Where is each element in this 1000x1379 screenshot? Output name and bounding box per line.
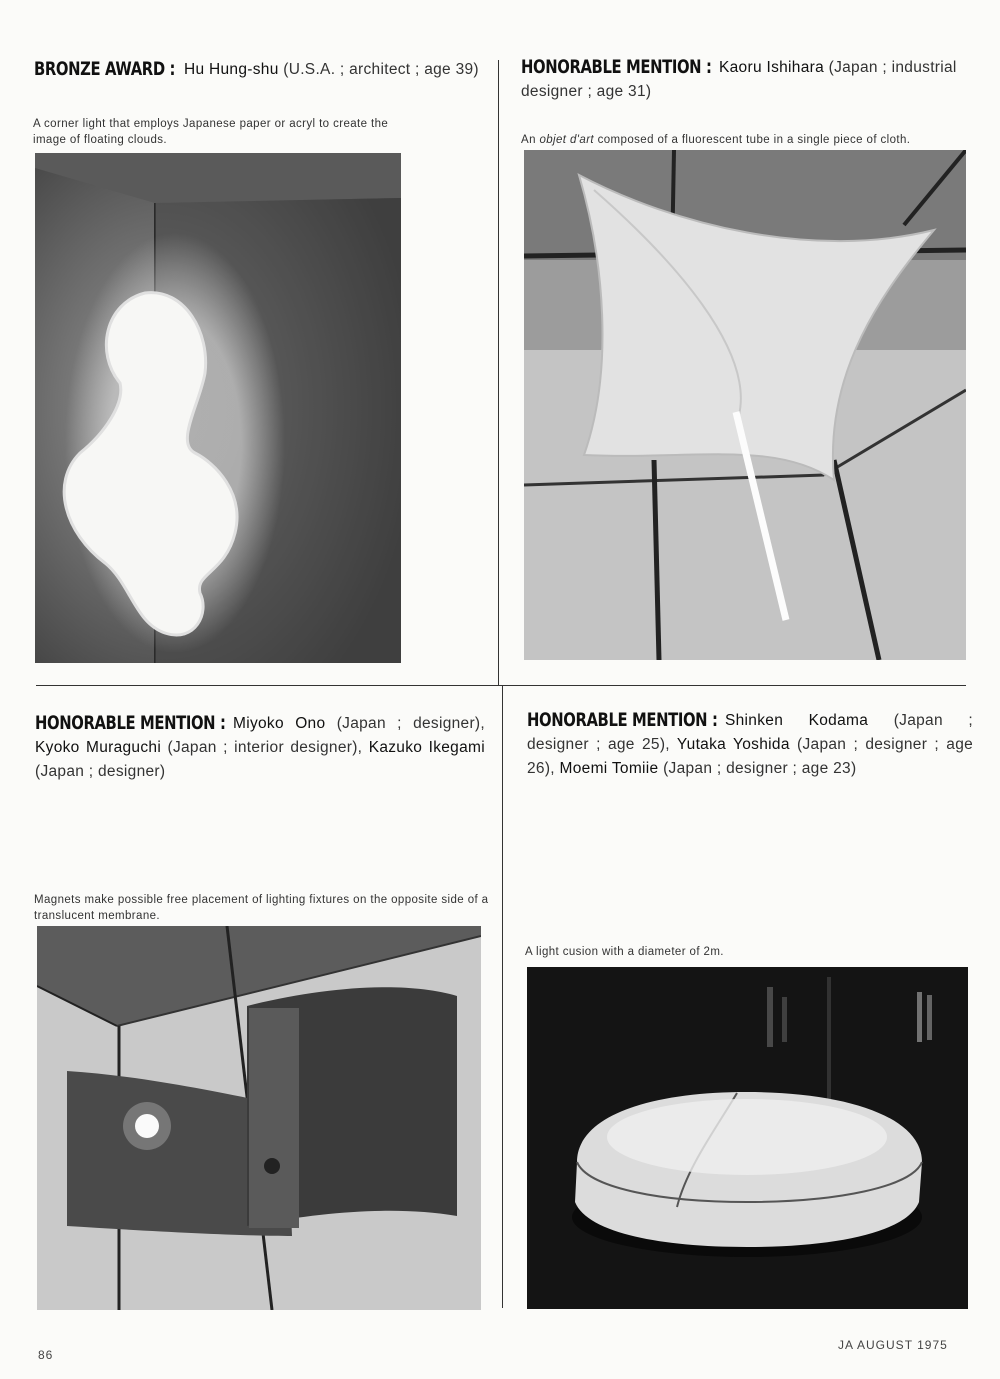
designer-details: (Japan ; designer ; age 25),	[527, 712, 973, 753]
photo-caption: A light cusion with a diameter of 2m.	[525, 946, 724, 958]
designer-details: (Japan ; designer)	[35, 763, 166, 780]
photo-caption: A corner light that employs Japanese paper or acryl to create the image of floating clouds.	[33, 118, 389, 146]
issue-label: JA AUGUST 1975	[838, 1338, 948, 1352]
designer-details: (Japan ; designer ; age 26),	[527, 736, 974, 777]
designer-details: (Japan ; industrial designer ; age 31)	[521, 59, 957, 100]
designer-name: Kazuko Ikegami	[368, 739, 485, 756]
designer-name: Kyoko Muraguchi	[35, 739, 162, 756]
page-number: 86	[38, 1348, 54, 1362]
caption-text-start: An	[521, 134, 540, 146]
section-honorable-mention-3	[527, 709, 973, 781]
photo-magnet-membrane	[37, 926, 481, 1310]
designer-details: (Japan ; designer ; age 23)	[663, 760, 857, 777]
designer-name: Kaoru Ishihara	[719, 59, 825, 76]
vertical-divider-top	[498, 60, 499, 685]
section-bronze-award	[34, 58, 482, 82]
designer-name: Miyoko Ono	[233, 715, 326, 732]
award-title: HONORABLE MENTION :	[35, 712, 226, 734]
horizontal-divider	[36, 685, 966, 686]
designer-details: (Japan ; interior designer),	[167, 739, 363, 756]
designer-name: Hu Hung-shu	[184, 61, 279, 78]
caption-italic: objet d'art	[539, 134, 595, 146]
photo-light-cushion	[527, 967, 968, 1309]
photo-corner-light	[35, 153, 401, 663]
designer-name: Shinken Kodama	[725, 712, 869, 729]
vertical-divider-bottom	[502, 686, 503, 1308]
designer-name: Moemi Tomiie	[559, 760, 659, 777]
section-honorable-mention-1	[521, 56, 971, 104]
photo-caption: Magnets make possible free placement of lighting fixtures on the opposite side of a translucent membrane.	[34, 894, 489, 922]
photo-caption	[521, 132, 961, 148]
section-honorable-mention-2	[35, 712, 485, 784]
designer-details: (Japan ; designer),	[336, 715, 485, 732]
designer-details: (U.S.A. ; architect ; age 39)	[283, 61, 479, 78]
award-title: BRONZE AWARD :	[34, 58, 176, 80]
award-title: HONORABLE MENTION :	[521, 56, 712, 78]
caption-text-end: composed of a fluorescent tube in a single piece of cloth.	[594, 134, 911, 146]
award-title: HONORABLE MENTION :	[527, 709, 718, 731]
designer-name: Yutaka Yoshida	[676, 736, 790, 753]
photo-cloth-objet	[524, 150, 966, 660]
